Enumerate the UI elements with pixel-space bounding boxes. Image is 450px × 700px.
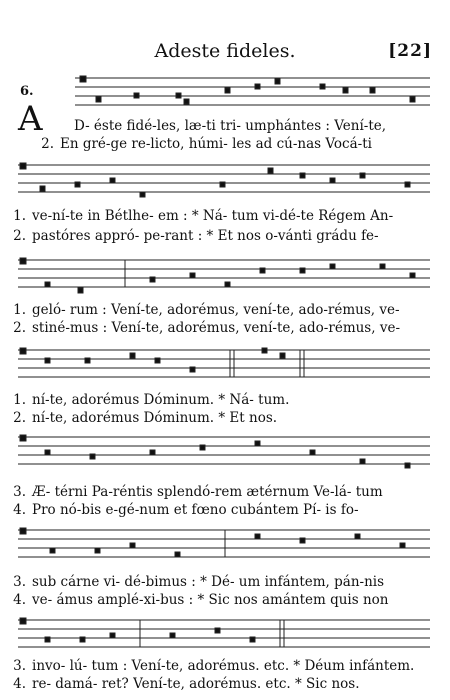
page-number: [22] [388, 41, 432, 61]
lyric-line [12, 410, 277, 426]
lyric-verse-number: 3. [13, 658, 26, 674]
lyric-text: Æ- térni Pa-réntis splendó-rem ætérnum Ve-lá- tum [32, 484, 383, 500]
lyric-text: sub cárne vi- dé-bimus : * Dé- um infántem, pán-nis [32, 574, 385, 590]
lyric-verse-number: 4. [13, 676, 26, 692]
lyric-line [12, 484, 383, 500]
lyric-verse-number: 2. [13, 320, 26, 336]
lyric-text: D- éste fidé-les, læ-ti tri- umphántes : Vení-te, [74, 118, 387, 134]
lyric-verse-number: 3. [13, 574, 26, 590]
lyric-text: invo- lú- tum : Vení-te, adorémus. etc. * Déum infántem. [32, 658, 415, 674]
lyric-line [12, 658, 414, 674]
lyric-verse-number: 1. [13, 208, 26, 224]
staff-2 [18, 163, 430, 197]
lyric-verse-number: 4. [13, 502, 26, 518]
lyric-line [74, 118, 386, 134]
lyric-text: ve-ní-te in Bétlhe- em : * Ná- tum vi-dé-te Régem An- [32, 208, 394, 224]
lyric-verse-number: 2. [13, 228, 26, 244]
lyric-line [40, 136, 372, 152]
staff-6 [18, 528, 430, 557]
drop-capital: A [18, 99, 43, 139]
lyric-text: Pro nó-bis e-gé-num et fœno cubántem Pí- is fo- [32, 502, 359, 518]
staff-5 [18, 435, 430, 468]
lyric-text: ní-te, adorémus Dóminum. * Ná- tum. [32, 392, 290, 408]
staff-1 [75, 76, 430, 105]
lyric-line [12, 676, 359, 692]
lyric-line [12, 502, 359, 518]
verse-number: 6. [20, 84, 34, 99]
lyric-text: ve- ámus amplé-xi-bus : * Sic nos amántem quis non [32, 592, 389, 608]
staff-4 [18, 348, 430, 377]
lyric-line [12, 302, 400, 318]
lyric-line [12, 320, 400, 336]
lyric-verse-number: 4. [13, 592, 26, 608]
staff-7 [18, 618, 430, 647]
lyric-line [12, 592, 388, 608]
lyric-verse-number: 1. [13, 302, 26, 318]
lyric-line [12, 228, 379, 244]
lyric-verse-number: 2. [41, 136, 54, 152]
lyric-text: re- damá- ret? Vení-te, adorémus. etc. * Sic nos. [32, 676, 360, 692]
page-header [0, 40, 450, 64]
lyric-line [12, 392, 289, 408]
lyric-text: stiné-mus : Vení-te, adorémus, vení-te, ado-rémus, ve- [32, 320, 401, 336]
lyric-line [12, 574, 384, 590]
lyric-verse-number: 3. [13, 484, 26, 500]
lyric-text: pastóres appró- pe-rant : * Et nos o-vánti grádu fe- [32, 228, 379, 244]
lyric-verse-number: 1. [13, 392, 26, 408]
lyric-text: geló- rum : Vení-te, adorémus, vení-te, ado-rémus, ve- [32, 302, 400, 318]
lyric-text: ní-te, adorémus Dóminum. * Et nos. [32, 410, 278, 426]
page-title: Adeste fideles. [154, 40, 296, 62]
lyric-line [12, 208, 393, 224]
staff-3 [18, 258, 430, 293]
lyric-verse-number: 2. [13, 410, 26, 426]
lyric-text: En gré-ge re-licto, húmi- les ad cú-nas Vocá-ti [60, 136, 372, 152]
